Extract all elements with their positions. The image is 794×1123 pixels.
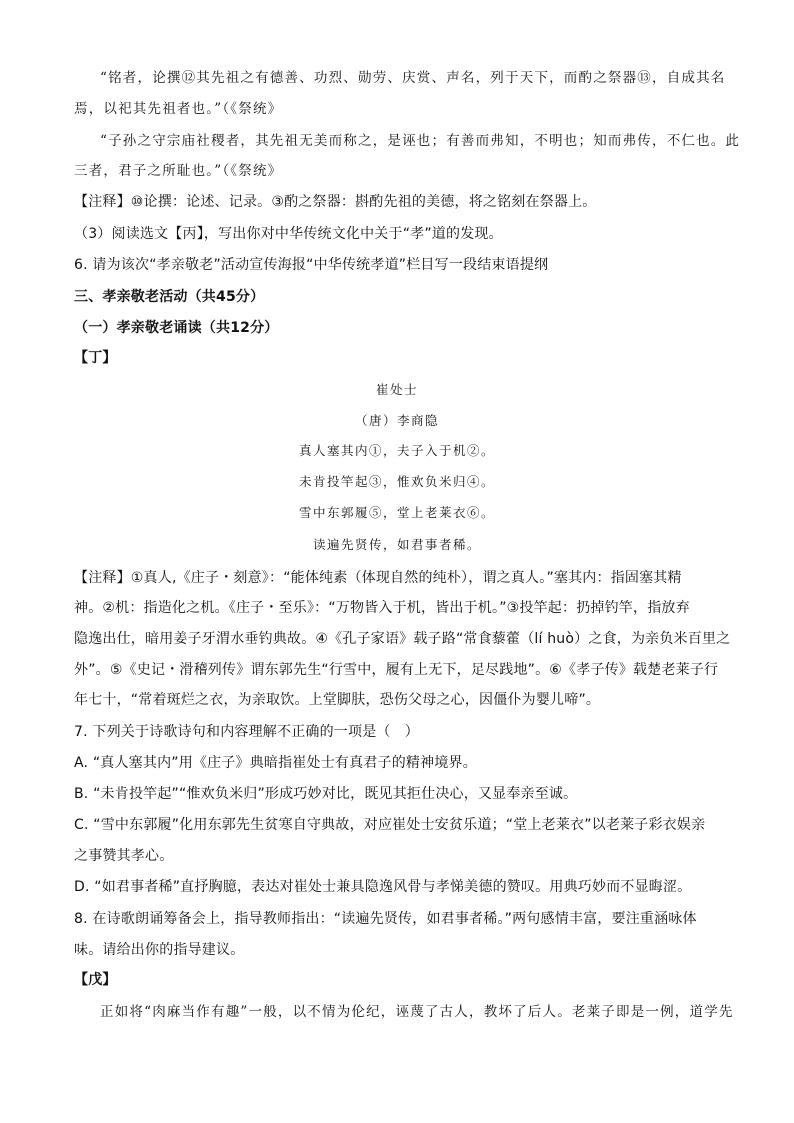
text-line: 【注释】⑩论撰：论述、记录。③酌之祭器：斟酌先祖的美德，将之铭刻在祭器上。	[74, 194, 597, 210]
text-line: 神。②机：指造化之机。《庄子・至乐》：“万物皆入于机，皆出于机。”③投竿起：扔掉钓竿，指放弃	[74, 600, 690, 616]
text-line: 崔处士	[375, 382, 418, 397]
text-line: 6. 请为该次“孝亲敬老”活动宣传海报“中华传统孝道”栏目写一段结束语提纲	[74, 257, 549, 273]
text-line: 焉，以祀其先祖者也。”（《祭统》	[74, 101, 283, 117]
text-line: 未肯投竿起③，惟欢负米归④。	[298, 474, 495, 489]
text-line: （3）阅读选文【丙】，写出你对中华传统文化中关于“孝”道的发现。	[74, 226, 503, 242]
text-line: 味。请给出你的指导建议。	[74, 942, 245, 958]
text-line: C. “雪中东郭履”化用东郭先生贫寒自守典故，对应崔处士安贫乐道；“堂上老莱衣”以老莱子彩衣娱亲	[74, 817, 706, 833]
text-line: 【戊】	[74, 972, 117, 988]
text-line: 雪中东郭履⑤，堂上老莱衣⑥。	[298, 505, 495, 520]
text-line: “子孙之守宗庙社稷者，其先祖无美而称之，是诬也；有善而弗知，不明也；知而弗传，不仁也。此	[100, 133, 741, 149]
text-line: D. “如君事者稀”直抒胸臆，表达对崔处士兼具隐逸风骨与孝悌美德的赞叹。用典巧妙而不显晦涩。	[74, 879, 692, 895]
text-line: 三、孝亲敬老活动（共45分）	[74, 289, 265, 305]
text-line: 8. 在诗歌朗诵筹备会上，指导教师指出：“读遍先贤传，如君事者稀。”两句感情丰富，要注重涵咏体	[74, 911, 697, 927]
text-line: 年七十，“常着斑烂之衣，为亲取饮。上堂脚肤，恐伤父母之心，因僵仆为婴儿啼”。	[74, 692, 601, 708]
text-line: 之事赞其孝心。	[74, 848, 174, 864]
text-line: 【丁】	[74, 350, 117, 366]
text-line: B. “未肯投竿起”“惟欢负米归”形成巧妙对比，既见其拒仕决心，又显奉亲至诚。	[74, 786, 578, 802]
text-line: “铭者，论撰⑫其先祖之有德善、功烈、勋劳、庆赏、声名，列于天下，而酌之祭器⑬，自成其名	[100, 70, 726, 86]
text-line: A. “真人塞其内”用《庄子》典暗指崔处士有真君子的精神境界。	[74, 755, 477, 771]
text-line: 【注释】①真人,《庄子・刻意》：“能体纯素（体现自然的纯朴），谓之真人。”塞其内：指固塞其精	[74, 570, 682, 586]
text-line: 正如将“肉麻当作有趣”一般，以不情为伦纪，诬蔑了古人，教坏了后人。老莱子即是一例，道学先	[100, 1004, 734, 1020]
text-line: （一）孝亲敬老诵读（共12分）	[74, 320, 279, 336]
text-line: 三者，君子之所耻也。”（《祭统》	[74, 163, 283, 179]
text-line: 读遍先贤传，如君事者稀。	[312, 537, 481, 552]
text-line: 隐逸出仕，暗用姜子牙渭水垂钓典故。④《孔子家语》载子路“常食藜藿（lí huò）之食，为亲负米百里之	[74, 631, 731, 647]
text-line: （唐）李商隐	[354, 413, 439, 428]
text-line: 真人塞其内①，夫子入于机②。	[298, 443, 495, 458]
text-line: 外”。⑤《史记・滑稽列传》谓东郭先生“行雪中，履有上无下，足尽践地”。⑥《孝子传》载楚老莱子行	[74, 662, 719, 678]
text-line: 7. 下列关于诗歌诗句和内容理解不正确的一项是（ ）	[74, 724, 420, 740]
